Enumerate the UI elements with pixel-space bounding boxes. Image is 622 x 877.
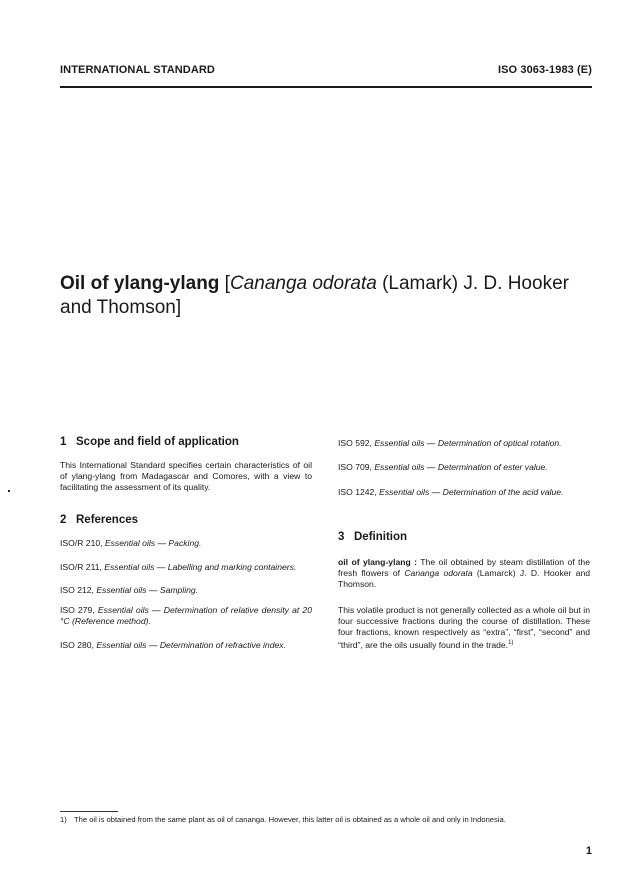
- reference-item: [338, 462, 594, 473]
- footnote-reference[interactable]: 1): [508, 640, 514, 646]
- footnote-rule: [60, 811, 118, 812]
- section-3-number: 3: [338, 531, 345, 543]
- definition-text: [338, 557, 590, 590]
- section-3-heading: [338, 531, 407, 543]
- section-3-title: Definition: [354, 531, 408, 543]
- definition-latin: Cananga odorata: [404, 568, 473, 578]
- document-title: [60, 272, 590, 320]
- reference-title: Essential oils — Determination of ester value.: [374, 462, 548, 472]
- section-1-number: 1: [60, 436, 67, 448]
- reference-code: ISO/R 210,: [60, 538, 105, 548]
- definition-term: oil of ylang-ylang :: [338, 557, 418, 567]
- reference-item: [60, 538, 312, 549]
- reference-item: [338, 438, 594, 449]
- section-2-number: 2: [60, 514, 67, 526]
- reference-code: ISO 279,: [60, 605, 98, 615]
- section-1-heading: [60, 436, 239, 448]
- reference-code: ISO/R 211,: [60, 562, 105, 572]
- header-document-number: ISO 3063-1983 (E): [497, 64, 592, 76]
- footnote-text: The oil is obtained from the same plant as oil of cananga. However, this latter oil is obtained as a whole oil and only in Indonesia.: [74, 815, 506, 824]
- title-line2: and Thomson]: [60, 297, 182, 318]
- definition-body-end: (Lamarck) J. D. Hooker and Thomson.: [338, 568, 591, 589]
- reference-code: ISO 1242,: [338, 487, 380, 497]
- reference-title: Essential oils — Determination of the acid value.: [379, 487, 564, 497]
- reference-code: ISO 709,: [338, 462, 375, 472]
- reference-title: Essential oils — Sampling.: [96, 585, 199, 595]
- reference-code: ISO 212,: [60, 585, 97, 595]
- reference-title: Essential oils — Determination of refractive index.: [96, 640, 286, 650]
- reference-item: [60, 562, 312, 573]
- section-2-heading: [60, 514, 138, 526]
- reference-title: Essential oils — Labelling and marking containers.: [104, 562, 297, 572]
- reference-item: [338, 487, 594, 498]
- header-standard-type: INTERNATIONAL STANDARD: [60, 64, 215, 76]
- scan-speck: [8, 490, 10, 492]
- definition-paragraph-text: This volatile product is not generally collected as a whole oil but in four successive fractions during the course of distillation. These four fractions, known respectively as “extra”, “first”, “second” and “third”, are the oils usually found in the trade.: [338, 605, 590, 650]
- section-1-text: This International Standard specifies certain characteristics of oil of ylang-ylang from Madagascar and Comores, with a view to facilitating the assessment of its quality.: [60, 460, 312, 492]
- reference-item: [60, 605, 312, 627]
- definition-paragraph: [338, 605, 590, 651]
- page-number: 1: [585, 845, 592, 857]
- title-latin: Cananga odorata: [229, 273, 377, 294]
- title-bold: Oil of ylang-ylang: [60, 273, 220, 294]
- reference-item: [60, 640, 322, 651]
- reference-code: ISO 592,: [338, 438, 375, 448]
- section-1-title: Scope and field of application: [76, 436, 239, 448]
- header-rule: [60, 86, 592, 88]
- section-2-title: References: [76, 514, 139, 526]
- reference-code: ISO 280,: [60, 640, 97, 650]
- reference-title: Essential oils — Packing.: [104, 538, 202, 548]
- definition-body: The oil obtained by steam distillation of the fresh flowers of: [338, 557, 590, 578]
- reference-item: [60, 585, 312, 596]
- footnote: [60, 815, 506, 824]
- footnote-marker: 1): [60, 815, 67, 824]
- reference-title: Essential oils — Determination of relative density at 20 °C (Reference method).: [60, 605, 312, 626]
- reference-title: Essential oils — Determination of optical rotation.: [374, 438, 562, 448]
- title-bracket: [: [219, 273, 230, 294]
- title-rest: (Lamark) J. D. Hooker: [376, 273, 569, 294]
